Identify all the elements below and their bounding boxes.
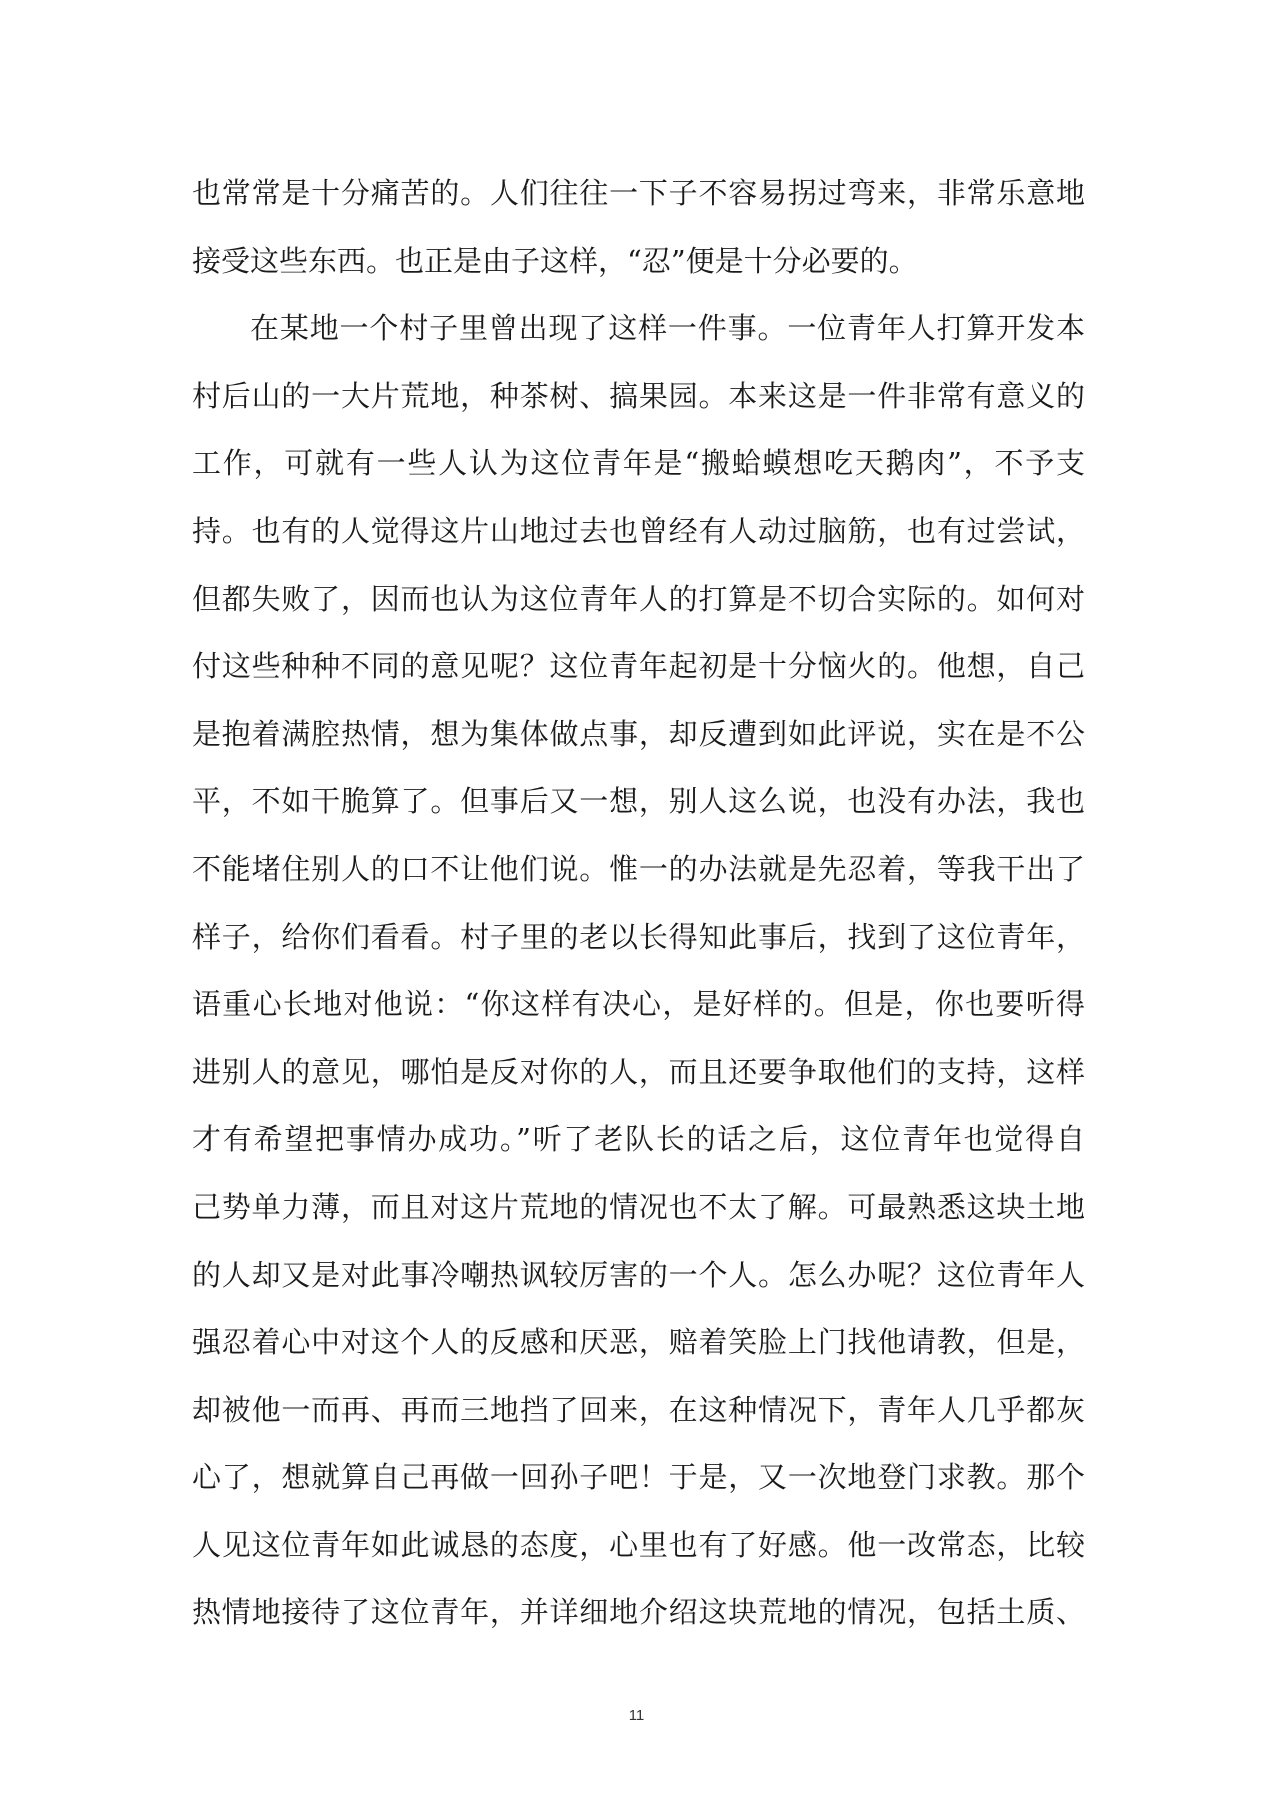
text-line: 的人却又是对此事冷嘲热讽较厉害的一个人。怎么办呢？这位青年人 [192,1257,1085,1292]
text-line: 平，不如干脆算了。但事后又一想，别人这么说，也没有办法，我也 [192,784,1085,819]
text-line: 人见这位青年如此诚恳的态度，心里也有了好感。他一改常态，比较 [192,1527,1085,1562]
text-line: 进别人的意见，哪怕是反对你的人，而且还要争取他们的支持，这样 [192,1054,1085,1089]
text-line: 样子，给你们看看。村子里的老以长得知此事后，找到了这位青年， [192,919,1085,954]
text-line: 接受这些东西。也正是由子这样，“忍”便是十分必要的。 [192,243,918,278]
text-line: 也常常是十分痛苦的。人们往往一下子不容易拐过弯来，非常乐意地 [192,176,1085,210]
text-line: 是抱着满腔热情，想为集体做点事，却反遭到如此评说，实在是不公 [192,716,1085,751]
text-line: 语重心长地对他说：“你这样有决心，是好样的。但是，你也要听得 [192,987,1085,1022]
text-line: 村后山的一大片荒地，种茶树、搞果园。本来这是一件非常有意义的 [192,378,1085,413]
body-text [192,160,1085,1647]
text-line: 热情地接待了这位青年，并详细地介绍这块荒地的情况，包括土质、 [192,1595,1085,1630]
text-line: 在某地一个村子里曾出现了这样一件事。一位青年人打算开发本 [250,311,1085,346]
text-line: 持。也有的人觉得这片山地过去也曾经有人动过脑筋，也有过尝试， [192,513,1085,548]
text-line: 心了，想就算自己再做一回孙子吧！于是，又一次地登门求教。那个 [192,1460,1085,1495]
text-line: 但都失败了，因而也认为这位青年人的打算是不切合实际的。如何对 [192,581,1085,616]
text-line: 却被他一而再、再而三地挡了回来，在这种情况下，青年人几乎都灰 [192,1392,1085,1427]
page-number: 11 [628,1707,645,1724]
text-line: 己势单力薄，而且对这片荒地的情况也不太了解。可最熟悉这块土地 [192,1189,1085,1224]
text-line: 强忍着心中对这个人的反感和厌恶，赔着笑脸上门找他请教，但是， [192,1325,1085,1360]
text-line: 付这些种种不同的意见呢？这位青年起初是十分恼火的。他想，自己 [192,649,1085,684]
text-line: 不能堵住别人的口不让他们说。惟一的办法就是先忍着，等我干出了 [192,851,1085,886]
text-line: 才有希望把事情办成功。”听了老队长的话之后，这位青年也觉得自 [192,1122,1085,1157]
text-line: 工作，可就有一些人认为这位青年是“搬蛤蟆想吃天鹅肉”，不予支 [192,446,1085,481]
